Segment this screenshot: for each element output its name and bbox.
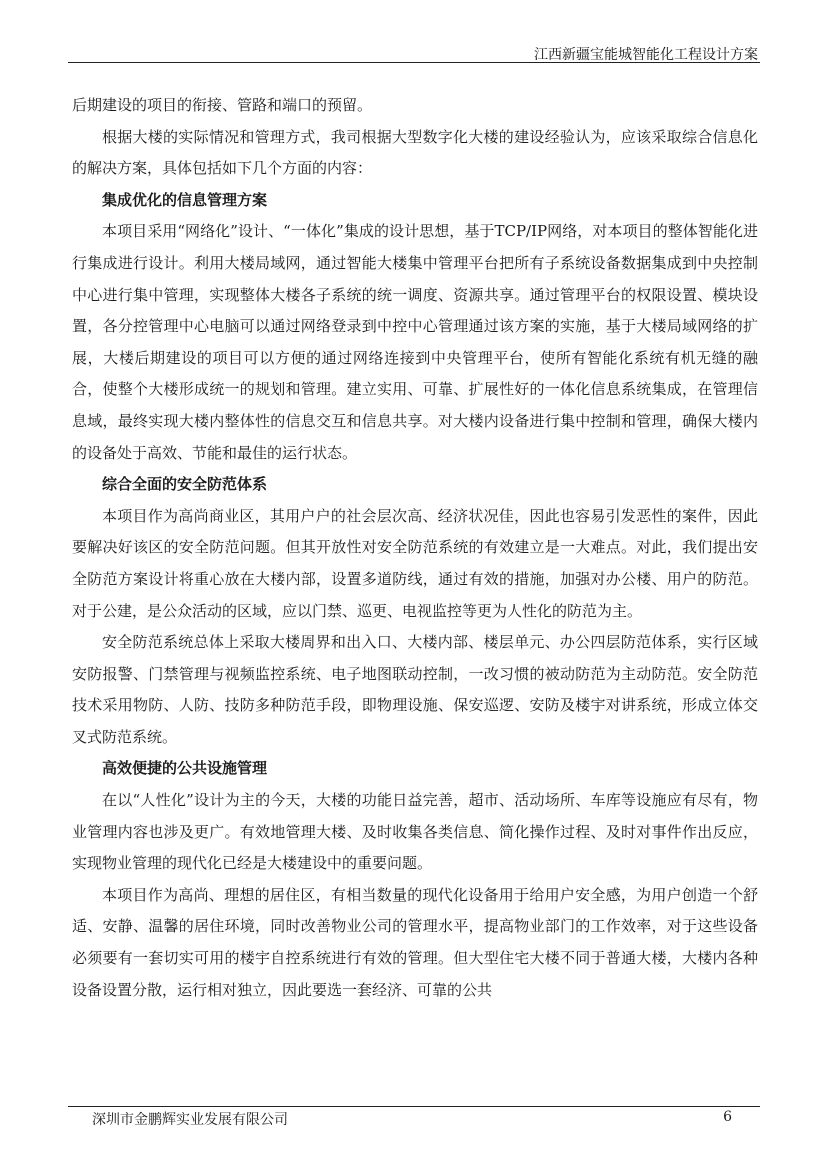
section-heading-facilities: 高效便捷的公共设施管理 [102,759,268,778]
document-body [72,90,758,1006]
header-divider [68,62,760,63]
footer-divider [68,1106,760,1107]
paragraph-info-management: 本项目采用“网络化”设计、“一体化”集成的设计思想，基于TCP/IP网络，对本项目的整体智能化进行集成进行设计。利用大楼局域网，通过智能大楼集中管理平台把所有子系统设备数据集成到中央控制中心进行集中管理，实现整体大楼各子系统的统一调度、资源共享。通过管理平台的权限设置、模块设置，各分控管理中心电脑可以通过网络登录到中控中心管理通过该方案的实施，基于大楼局域网络的扩展，大楼后期建设的项目可以方便的通过网络连接到中央管理平台，使所有智能化系统有机无缝的融合，使整个大楼形成统一的规划和管理。建立实用、可靠、扩展性好的一体化信息系统集成，在管理信息域，最终实现大楼内整体性的信息交互和信息共享。对大楼内设备进行集中控制和管理，确保大楼内的设备处于高效、节能和最佳的运行状态。 [72,222,758,462]
paragraph-security-2: 安全防范系统总体上采取大楼周界和出入口、大楼内部、楼层单元、办公四层防范体系，实行区域安防报警、门禁管理与视频监控系统、电子地图联动控制，一改习惯的被动防范为主动防范。安全防范技术采用物防、人防、技防多种防范手段，即物理设施、保安巡逻、安防及楼宇对讲系统，形成立体交叉式防范系统。 [72,633,758,746]
section-heading-info-management: 集成优化的信息管理方案 [102,190,268,209]
page-number: 6 [723,1109,732,1125]
paragraph-security-1: 本项目作为高尚商业区，其用户户的社会层次高、经济状况佳，因此也容易引发恶性的案件，因此要解决好该区的安全防范问题。但其开放性对安全防范系统的有效建立是一大难点。对此，我们提出安全防范方案设计将重心放在大楼内部，设置多道防线，通过有效的措施，加强对办公楼、用户的防范。对于公建，是公众活动的区域，应以门禁、巡更、电视监控等更为人性化的防范为主。 [72,506,758,620]
paragraph-facilities-1: 在以“人性化”设计为主的今天，大楼的功能日益完善，超市、活动场所、车库等设施应有尽有，物业管理内容也涉及更广。有效地管理大楼、及时收集各类信息、简化操作过程、及时对事件作出反应，实现物业管理的现代化已经是大楼建设中的重要问题。 [72,791,758,873]
footer-company-name: 深圳市金鹏辉实业发展有限公司 [92,1112,288,1128]
paragraph-intro: 根据大楼的实际情况和管理方式，我司根据大型数字化大楼的建设经验认为，应该采取综合信息化的解决方案，具体包括如下几个方面的内容： [72,127,758,178]
paragraph-continuation: 后期建设的项目的衔接、管路和端口的预留。 [72,96,373,114]
paragraph-facilities-2: 本项目作为高尚、理想的居住区，有相当数量的现代化设备用于给用户安全感，为用户创造一个舒适、安静、温馨的居住环境，同时改善物业公司的管理水平，提高物业部门的工作效率，对于这些设备必须要有一套切实可用的楼宇自控系统进行有效的管理。但大型住宅大楼不同于普通大楼，大楼内各种设备设置分散，运行相对独立，因此要选一套经济、可靠的公共 [72,885,758,999]
header-title: 江西新疆宝能城智能化工程设计方案 [534,47,758,63]
section-heading-security: 综合全面的安全防范体系 [102,475,268,494]
